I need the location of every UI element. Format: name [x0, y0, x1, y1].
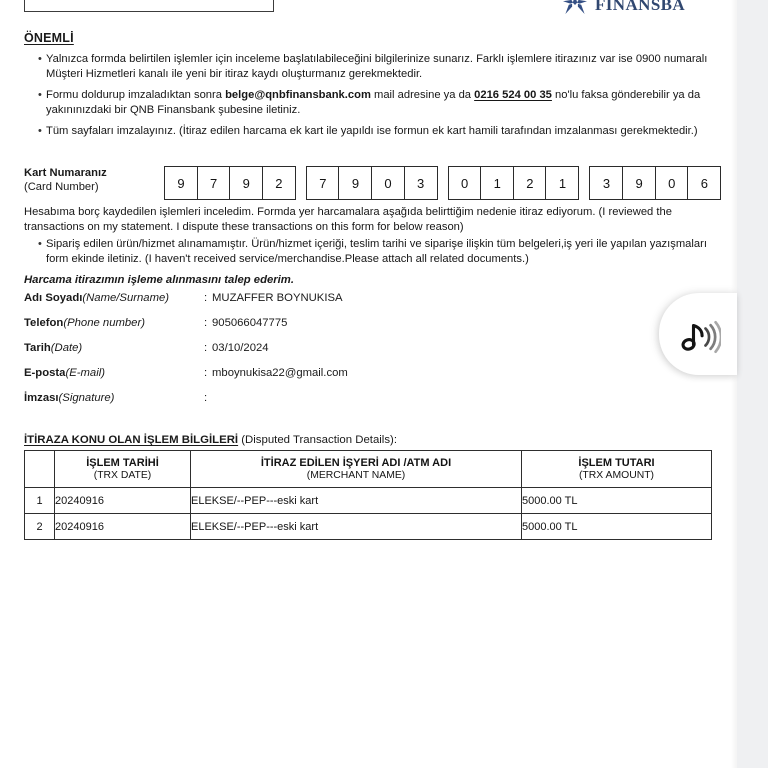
table-header	[25, 451, 712, 488]
field-label-en: (E-mail)	[65, 367, 105, 379]
card-digit-cell: 3	[589, 166, 623, 200]
card-digit-cell: 0	[655, 166, 689, 200]
field-label-tr: Telefon	[24, 317, 64, 329]
music-note-sound-waves-icon	[675, 314, 721, 354]
column-header-date	[55, 451, 191, 488]
column-header-merchant-en: (MERCHANT NAME)	[306, 470, 406, 481]
card-digit-cell: 9	[338, 166, 372, 200]
text-run: Formu doldurup imzaladıktan sonra	[46, 89, 226, 101]
card-digit-cell: 9	[164, 166, 198, 200]
bank-logo	[562, 0, 685, 16]
field-separator: :	[204, 292, 208, 304]
card-digit-cell: 9	[229, 166, 263, 200]
field-label-en: (Date)	[50, 342, 83, 354]
card-digit-group	[306, 166, 438, 200]
card-digit-cell: 1	[480, 166, 514, 200]
card-digit-group	[164, 166, 296, 200]
card-digit-cell: 7	[197, 166, 231, 200]
cell-row-index: 2	[25, 514, 55, 540]
column-header-date-en: (TRX DATE)	[93, 470, 152, 481]
transactions-heading-tr: İTİRAZA KONU OLAN İŞLEM BİLGİLERİ	[24, 434, 239, 446]
table-row	[25, 514, 712, 540]
bullet-marker-icon: •	[38, 238, 42, 250]
column-header-date-tr: İŞLEM TARİHİ	[86, 457, 159, 469]
table-header-row	[25, 451, 712, 488]
field-row	[24, 367, 348, 392]
field-label-en: (Signature)	[58, 392, 115, 404]
bank-name: FINANSBA	[595, 0, 686, 14]
field-value: 905066047775	[212, 317, 288, 329]
bullet-item	[24, 237, 724, 266]
request-statement: Harcama itirazımın işleme alınmasını talep ederim.	[24, 274, 294, 286]
important-heading: ÖNEMLİ	[24, 31, 74, 45]
column-header-amount	[522, 451, 712, 488]
bullet-text	[46, 124, 724, 139]
card-digit-cell: 0	[448, 166, 482, 200]
previous-section-box	[24, 0, 274, 12]
bullet-text	[46, 88, 724, 117]
reviewed-statement: Hesabıma borç kaydedilen işlemleri inceledim. Formda yer harcamalara aşağıda belirttiğim nedenie itiraz ediyorum. (I reviewed the transactions on my statement. I dispute these transactions on this form for below reason)	[24, 206, 672, 233]
transactions-heading	[24, 434, 397, 446]
card-digit-cell: 3	[404, 166, 438, 200]
cell-trx-amount: 5000.00 TL	[522, 514, 712, 540]
field-separator: :	[204, 367, 208, 379]
field-separator: :	[204, 392, 208, 404]
card-digit-cell: 9	[622, 166, 656, 200]
column-header-amount-tr: İŞLEM TUTARI	[578, 457, 655, 469]
card-number-label-tr: Kart Numaranız	[24, 167, 107, 179]
field-row	[24, 317, 348, 342]
card-digit-cell: 6	[687, 166, 721, 200]
bullet-item	[24, 124, 724, 139]
card-digit-cell: 0	[371, 166, 405, 200]
card-number-boxes	[164, 166, 731, 200]
bullet-item	[24, 88, 724, 117]
transactions-heading-en: (Disputed Transaction Details):	[238, 434, 397, 446]
field-label-tr: E-posta	[24, 367, 66, 379]
qnb-starburst-icon	[562, 0, 588, 16]
cell-row-index: 1	[25, 488, 55, 514]
bullet-item	[24, 52, 724, 81]
card-digit-group	[448, 166, 580, 200]
field-label	[24, 342, 204, 354]
field-value: mboynukisa22@gmail.com	[212, 367, 348, 379]
column-header-amount-en: (TRX AMOUNT)	[578, 470, 655, 481]
applicant-fields	[24, 292, 348, 417]
bullet-marker-icon: •	[38, 89, 42, 101]
card-digit-cell: 7	[306, 166, 340, 200]
table-row	[25, 488, 712, 514]
cell-merchant-name: ELEKSE/--PEP---eski kart	[191, 488, 522, 514]
field-value: 03/10/2024	[212, 342, 269, 354]
field-label-en: (Name/Surname)	[82, 292, 170, 304]
page-background-gutter	[737, 0, 768, 768]
field-label	[24, 292, 204, 304]
reason-bullet-list	[24, 237, 724, 273]
field-label	[24, 317, 204, 329]
field-separator: :	[204, 317, 208, 329]
cell-trx-amount: 5000.00 TL	[522, 488, 712, 514]
cell-trx-date: 20240916	[55, 488, 191, 514]
cell-trx-date: 20240916	[55, 514, 191, 540]
important-bullet-list	[24, 52, 724, 146]
field-label-en: (Phone number)	[63, 317, 145, 329]
bullet-marker-icon: •	[38, 53, 42, 65]
text-run: 0216 524 00 35	[474, 89, 552, 101]
field-label-tr: İmzası	[24, 392, 59, 404]
cell-merchant-name: ELEKSE/--PEP---eski kart	[191, 514, 522, 540]
column-header-merchant-tr: İTİRAZ EDİLEN İŞYERİ ADI /ATM ADI	[260, 457, 452, 469]
field-label	[24, 392, 204, 404]
field-value: MUZAFFER BOYNUKISA	[212, 292, 343, 304]
card-digit-cell: 2	[513, 166, 547, 200]
card-digit-group	[589, 166, 721, 200]
card-digit-cell: 1	[545, 166, 579, 200]
disputed-transactions-table	[24, 450, 712, 540]
text-run: Yalnızca formda belirtilen işlemler için inceleme başlatılabileceğini bilgilerinize sunarız. Farklı işlemlere itirazınız var ise 0900 numaralı Müşteri Hizmetleri kanalı ile yeni bir itiraz kaydı oluşturmanız gerekmektedir.	[46, 53, 711, 80]
bullet-text	[46, 52, 724, 81]
bullet-marker-icon: •	[38, 125, 42, 137]
field-row	[24, 292, 348, 317]
table-corner-cell	[25, 451, 55, 488]
card-number-label	[24, 166, 107, 194]
field-separator: :	[204, 342, 208, 354]
field-label-tr: Tarih	[24, 342, 51, 354]
card-digit-cell: 2	[262, 166, 296, 200]
text-run: mail adresine ya da	[370, 89, 475, 101]
text-run: Tüm sayfaları imzalayınız. (İtiraz edilen harcama ek kart ile yapıldı ise formun ek kart hamili tarafından imzalanması gerekmektedir.)	[46, 125, 698, 137]
text-run: no'lu faksa gönderebilir ya da yakınınızdaki bir QNB Finansbank şubesine iletiniz.	[46, 89, 704, 116]
reason-text: Sipariş edilen ürün/hizmet alınamamıştır. Ürün/hizmet içeriği, teslim tarihi ve siparişe ilişkin tüm belgeleri,iş yeri ile yapılan yazışmaları form ekinde iletiniz. (I haven't received service/merchandise.Please attach all related documents.)	[46, 238, 711, 265]
field-row	[24, 342, 348, 367]
text-run: belge@qnbfinansbank.com	[225, 89, 371, 101]
table-body	[25, 488, 712, 540]
card-number-label-en: (Card Number)	[24, 181, 99, 193]
audio-listen-button[interactable]	[659, 293, 737, 375]
field-label	[24, 367, 204, 379]
column-header-merchant	[191, 451, 522, 488]
field-row	[24, 392, 348, 417]
field-label-tr: Adı Soyadı	[24, 292, 83, 304]
